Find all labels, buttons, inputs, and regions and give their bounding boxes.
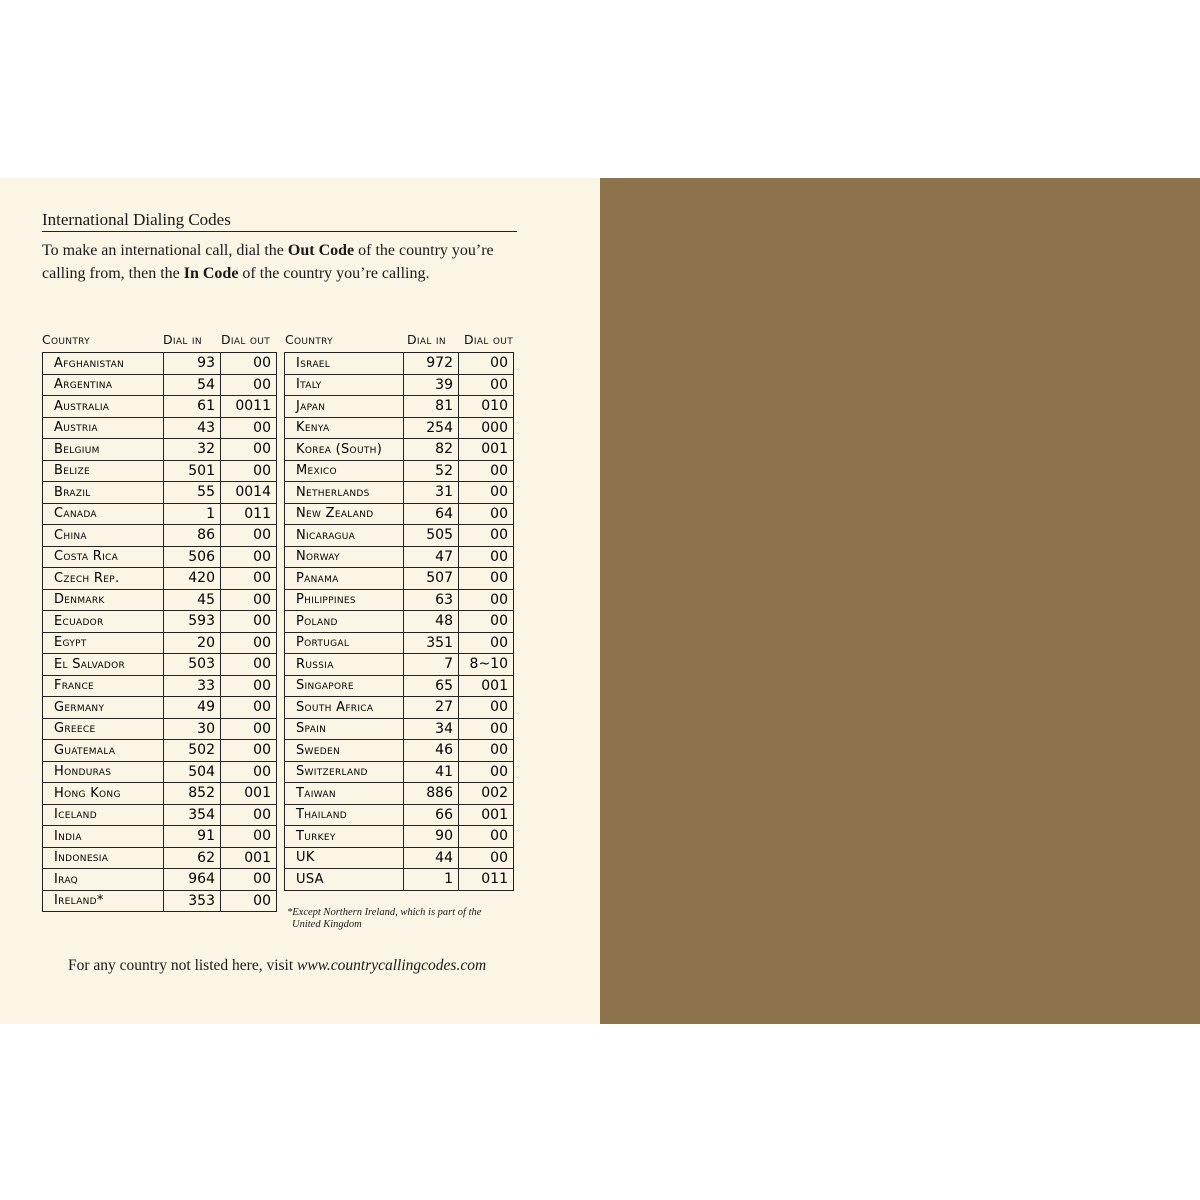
dial-out-cell: 001 [221,847,277,869]
dial-in-cell: 65 [404,675,459,697]
dial-out-cell: 00 [221,632,277,654]
dial-out-cell: 00 [221,675,277,697]
dial-out-cell: 00 [459,761,514,783]
dial-in-cell: 43 [164,417,221,439]
dialing-codes-page [0,178,600,1024]
country-cell: Portugal [285,632,404,654]
dial-in-cell: 504 [164,761,221,783]
dial-out-cell: 00 [459,697,514,719]
table-row [285,503,514,525]
table-row [285,847,514,869]
dial-in-cell: 852 [164,783,221,805]
table-row [43,761,277,783]
dial-out-cell: 00 [459,826,514,848]
dial-out-cell: 00 [459,740,514,762]
dial-in-cell: 420 [164,568,221,590]
dial-out-cell: 00 [221,439,277,461]
dial-out-cell: 00 [221,697,277,719]
dial-in-cell: 32 [164,439,221,461]
table-row [285,482,514,504]
dial-in-cell: 66 [404,804,459,826]
dial-in-cell: 63 [404,589,459,611]
dial-in-cell: 507 [404,568,459,590]
country-cell: France [43,675,164,697]
country-cell: Brazil [43,482,164,504]
dial-in-cell: 86 [164,525,221,547]
country-cell: Singapore [285,675,404,697]
country-cell: Australia [43,396,164,418]
country-cell: Austria [43,417,164,439]
table-row [285,525,514,547]
dial-in-cell: 64 [404,503,459,525]
intro-paragraph [42,239,522,285]
dial-out-cell: 00 [459,546,514,568]
table-row [285,439,514,461]
right-header-country: Country [285,332,333,347]
dial-out-cell: 000 [459,417,514,439]
table-row [285,826,514,848]
country-cell: Egypt [43,632,164,654]
dial-in-cell: 39 [404,374,459,396]
dial-out-cell: 00 [459,353,514,375]
dial-in-cell: 501 [164,460,221,482]
dial-out-cell: 00 [221,740,277,762]
table-row [285,697,514,719]
table-row [285,761,514,783]
table-row [285,783,514,805]
table-row [285,396,514,418]
dial-out-cell: 00 [459,611,514,633]
country-cell: El Salvador [43,654,164,676]
dial-out-cell: 001 [459,804,514,826]
table-row [43,890,277,912]
table-row [43,568,277,590]
dial-out-cell: 00 [459,589,514,611]
table-row [285,417,514,439]
country-cell: Czech Rep. [43,568,164,590]
country-cell: China [43,525,164,547]
country-cell: Russia [285,654,404,676]
table-row [285,589,514,611]
table-row [285,374,514,396]
dial-in-cell: 47 [404,546,459,568]
left-codes-body [43,353,277,912]
table-row [285,654,514,676]
table-row [43,697,277,719]
country-cell: Belize [43,460,164,482]
table-row [285,460,514,482]
dial-in-cell: 55 [164,482,221,504]
country-cell: Poland [285,611,404,633]
dial-out-cell: 0011 [221,396,277,418]
table-row [285,675,514,697]
dial-in-cell: 254 [404,417,459,439]
dial-out-cell: 00 [221,417,277,439]
table-row [43,847,277,869]
dial-in-cell: 506 [164,546,221,568]
footer-url-link[interactable]: www.countrycallingcodes.com [297,957,487,974]
table-row [285,740,514,762]
right-header-dial-in: Dial in [407,332,446,347]
table-row [43,546,277,568]
dial-in-cell: 354 [164,804,221,826]
dial-out-cell: 00 [221,718,277,740]
right-header-dial-out: Dial out [464,332,513,347]
table-row [43,804,277,826]
dial-in-cell: 502 [164,740,221,762]
country-cell: Afghanistan [43,353,164,375]
country-cell: Taiwan [285,783,404,805]
dial-in-cell: 90 [404,826,459,848]
country-cell: Denmark [43,589,164,611]
dial-out-cell: 00 [459,847,514,869]
country-cell: Germany [43,697,164,719]
table-row [43,503,277,525]
table-row [43,374,277,396]
dial-out-cell: 00 [459,460,514,482]
country-cell: Sweden [285,740,404,762]
dial-out-cell: 00 [459,525,514,547]
country-cell: Korea (South) [285,439,404,461]
country-cell: Ecuador [43,611,164,633]
country-cell: Iceland [43,804,164,826]
table-row [43,826,277,848]
dial-out-cell: 00 [459,482,514,504]
country-cell: USA [285,869,404,891]
dial-out-cell: 002 [459,783,514,805]
dial-out-cell: 00 [221,654,277,676]
footnote-line-1: *Except Northern Ireland, which is part of the [287,907,482,918]
dial-out-cell: 00 [221,374,277,396]
dial-in-cell: 886 [404,783,459,805]
country-cell: Panama [285,568,404,590]
side-color-panel [600,178,1200,1024]
country-cell: UK [285,847,404,869]
table-row [43,525,277,547]
table-row [285,804,514,826]
intro-out-code: Out Code [287,242,355,259]
country-cell: Belgium [43,439,164,461]
table-row [43,611,277,633]
dial-out-cell: 0014 [221,482,277,504]
dial-out-cell: 00 [221,804,277,826]
table-row [43,460,277,482]
country-cell: Turkey [285,826,404,848]
table-row [285,632,514,654]
country-cell: Greece [43,718,164,740]
table-row [43,675,277,697]
dial-in-cell: 1 [164,503,221,525]
dial-in-cell: 593 [164,611,221,633]
country-cell: Netherlands [285,482,404,504]
table-row [285,869,514,891]
table-row [43,417,277,439]
intro-text-1: To make an international call, dial the [42,242,288,259]
table-row [285,611,514,633]
country-cell: Hong Kong [43,783,164,805]
country-cell: New Zealand [285,503,404,525]
intro-in-code: In Code [183,265,239,282]
dial-in-cell: 505 [404,525,459,547]
country-cell: Ireland* [43,890,164,912]
dial-out-cell: 011 [221,503,277,525]
dial-in-cell: 351 [404,632,459,654]
table-row [43,632,277,654]
intro-text-2: of the country you’re calling from, then the [42,242,494,282]
footer-note [68,956,588,976]
left-header-country: Country [42,332,90,347]
country-cell: Switzerland [285,761,404,783]
country-cell: Italy [285,374,404,396]
dial-in-cell: 91 [164,826,221,848]
table-row [43,718,277,740]
dial-in-cell: 61 [164,396,221,418]
footer-text: For any country not listed here, visit [68,957,298,974]
country-cell: Nicaragua [285,525,404,547]
dial-out-cell: 00 [221,890,277,912]
dial-out-cell: 00 [221,460,277,482]
table-row [43,869,277,891]
dial-in-cell: 34 [404,718,459,740]
table-row [43,482,277,504]
country-cell: Kenya [285,417,404,439]
dial-in-cell: 54 [164,374,221,396]
dial-in-cell: 30 [164,718,221,740]
dial-in-cell: 44 [404,847,459,869]
dial-in-cell: 49 [164,697,221,719]
country-cell: Argentina [43,374,164,396]
dial-out-cell: 00 [221,546,277,568]
dial-out-cell: 011 [459,869,514,891]
left-codes-table [42,352,277,912]
dial-in-cell: 48 [404,611,459,633]
country-cell: Norway [285,546,404,568]
dial-in-cell: 52 [404,460,459,482]
table-row [285,353,514,375]
dial-out-cell: 00 [459,568,514,590]
dial-out-cell: 00 [221,826,277,848]
country-cell: Israel [285,353,404,375]
country-cell: Iraq [43,869,164,891]
country-cell: Thailand [285,804,404,826]
dial-out-cell: 00 [459,374,514,396]
dial-out-cell: 8~10 [459,654,514,676]
table-row [43,740,277,762]
page-title: International Dialing Codes [42,210,517,232]
country-cell: Spain [285,718,404,740]
dial-out-cell: 00 [221,525,277,547]
dial-out-cell: 010 [459,396,514,418]
dial-in-cell: 45 [164,589,221,611]
dial-in-cell: 353 [164,890,221,912]
country-cell: India [43,826,164,848]
dial-out-cell: 00 [459,503,514,525]
country-cell: Philippines [285,589,404,611]
dial-in-cell: 964 [164,869,221,891]
country-cell: Indonesia [43,847,164,869]
table-row [43,589,277,611]
dial-out-cell: 00 [221,568,277,590]
dial-in-cell: 972 [404,353,459,375]
dial-out-cell: 001 [459,675,514,697]
right-codes-body [285,353,514,891]
table-row [43,439,277,461]
dial-in-cell: 82 [404,439,459,461]
dial-in-cell: 31 [404,482,459,504]
dial-in-cell: 7 [404,654,459,676]
dial-in-cell: 81 [404,396,459,418]
intro-text-3: of the country you’re calling. [238,265,430,282]
dial-out-cell: 00 [459,718,514,740]
country-cell: Japan [285,396,404,418]
country-cell: South Africa [285,697,404,719]
country-cell: Canada [43,503,164,525]
dial-out-cell: 001 [221,783,277,805]
table-row [43,396,277,418]
dial-in-cell: 503 [164,654,221,676]
dial-out-cell: 001 [459,439,514,461]
table-row [285,718,514,740]
right-codes-table [284,352,514,891]
dial-in-cell: 27 [404,697,459,719]
footnote [287,907,517,931]
dial-in-cell: 41 [404,761,459,783]
dial-in-cell: 20 [164,632,221,654]
table-row [43,654,277,676]
country-cell: Mexico [285,460,404,482]
table-row [285,546,514,568]
footnote-line-2: United Kingdom [292,919,362,930]
country-cell: Honduras [43,761,164,783]
country-cell: Costa Rica [43,546,164,568]
country-cell: Guatemala [43,740,164,762]
table-row [285,568,514,590]
table-row [43,353,277,375]
dial-out-cell: 00 [459,632,514,654]
dial-out-cell: 00 [221,869,277,891]
dial-out-cell: 00 [221,611,277,633]
dial-out-cell: 00 [221,353,277,375]
dial-out-cell: 00 [221,761,277,783]
left-header-dial-in: Dial in [163,332,202,347]
dial-in-cell: 62 [164,847,221,869]
dial-in-cell: 46 [404,740,459,762]
table-row [43,783,277,805]
dial-in-cell: 1 [404,869,459,891]
dial-in-cell: 33 [164,675,221,697]
dial-out-cell: 00 [221,589,277,611]
left-header-dial-out: Dial out [221,332,270,347]
dial-in-cell: 93 [164,353,221,375]
